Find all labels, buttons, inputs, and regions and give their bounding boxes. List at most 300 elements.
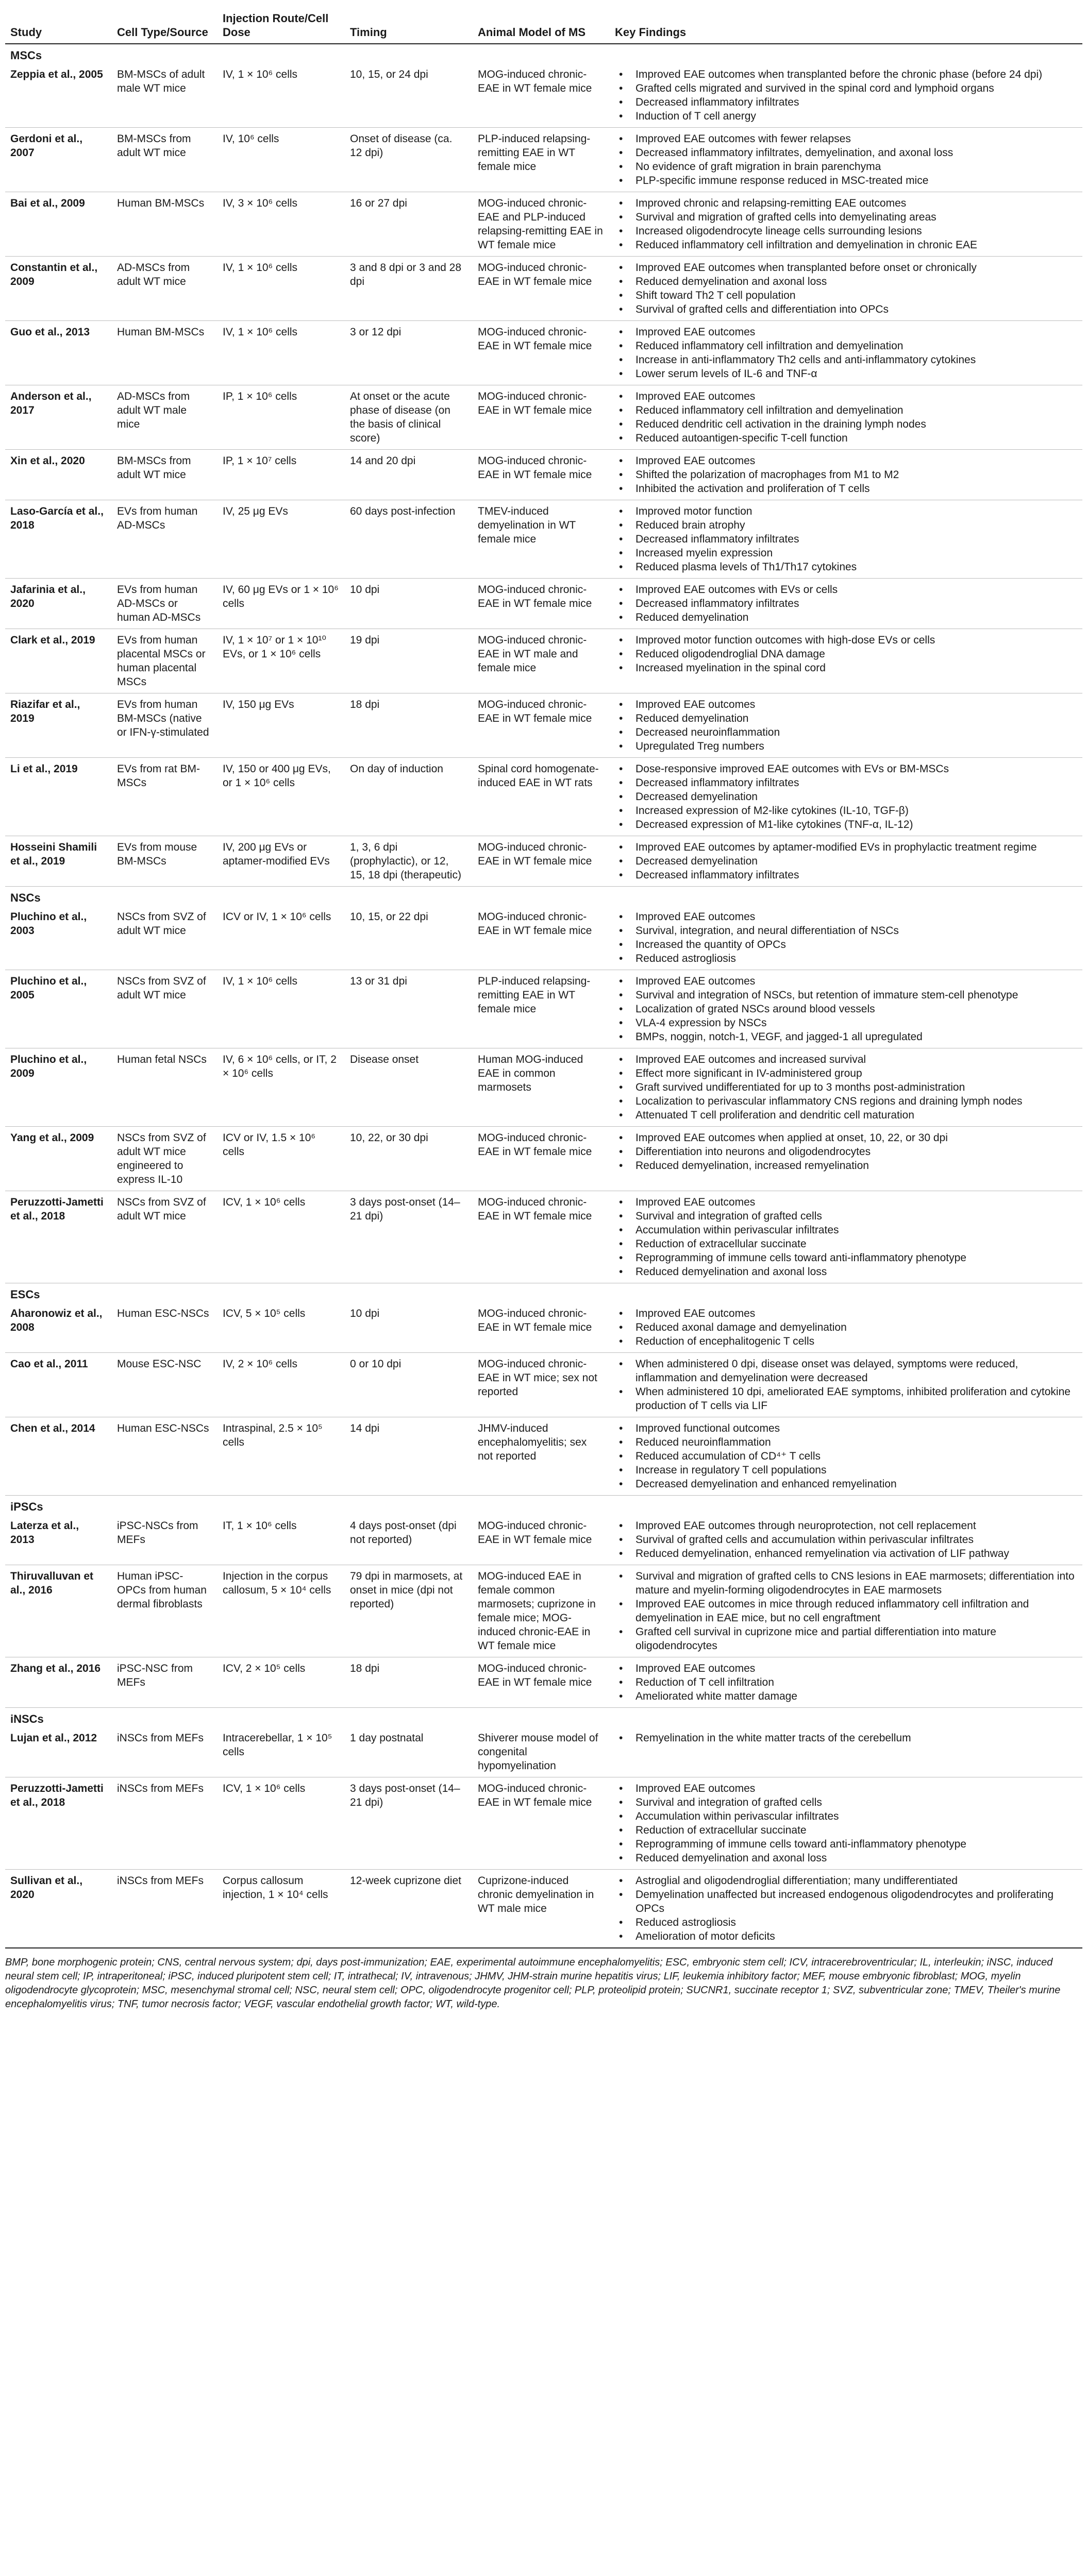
- findings-list: [615, 504, 1076, 574]
- animal-model-cell: MOG-induced chronic-EAE in WT female mice: [473, 450, 610, 500]
- study-cell: Lujan et al., 2012: [5, 1727, 112, 1777]
- finding-item: • VLA-4 expression by NSCs: [615, 1016, 1076, 1030]
- timing-cell: 3 days post-onset (14–21 dpi): [345, 1777, 473, 1870]
- timing-cell: 0 or 10 dpi: [345, 1353, 473, 1417]
- table-row: [5, 1353, 1082, 1417]
- injection-route-cell: IP, 1 × 10⁶ cells: [218, 385, 345, 450]
- finding-item: • Survival of grafted cells and differentiation into OPCs: [615, 302, 1076, 316]
- animal-model-cell: MOG-induced chronic-EAE in WT mice; sex not reported: [473, 1353, 610, 1417]
- section-title: ESCs: [10, 1288, 40, 1301]
- section-header-row: [5, 1283, 1082, 1303]
- cell-type-cell: Mouse ESC-NSC: [112, 1353, 218, 1417]
- animal-model-cell: PLP-induced relapsing-remitting EAE in WT female mice: [473, 970, 610, 1048]
- injection-route-cell: IV, 200 μg EVs or aptamer-modified EVs: [218, 836, 345, 887]
- finding-item: • Reduction of T cell infiltration: [615, 1675, 1076, 1689]
- key-findings-cell: [610, 1777, 1082, 1870]
- animal-model-cell: MOG-induced chronic-EAE in WT female mice: [473, 321, 610, 385]
- cell-type-cell: EVs from human AD-MSCs or human AD-MSCs: [112, 579, 218, 629]
- finding-item: • Induction of T cell anergy: [615, 109, 1076, 123]
- injection-route-cell: IV, 1 × 10⁶ cells: [218, 321, 345, 385]
- finding-item: • Decreased inflammatory infiltrates: [615, 868, 1076, 882]
- cell-type-cell: EVs from rat BM-MSCs: [112, 758, 218, 836]
- finding-item: • No evidence of graft migration in brain parenchyma: [615, 160, 1076, 174]
- key-findings-cell: [610, 1657, 1082, 1708]
- finding-item: • Reduced inflammatory cell infiltration and demyelination: [615, 339, 1076, 353]
- cell-type-cell: NSCs from SVZ of adult WT mice: [112, 1191, 218, 1283]
- section-header-row: [5, 44, 1082, 63]
- finding-item: • Reduced oligodendroglial DNA damage: [615, 647, 1076, 661]
- findings-list: [615, 1307, 1076, 1348]
- finding-item: • Shifted the polarization of macrophages from M1 to M2: [615, 468, 1076, 482]
- section-title: iNSCs: [10, 1713, 44, 1725]
- animal-model-cell: MOG-induced chronic-EAE in WT female mice: [473, 1127, 610, 1191]
- key-findings-cell: [610, 1048, 1082, 1127]
- header-key-findings: Key Findings: [610, 4, 1082, 44]
- cell-type-cell: NSCs from SVZ of adult WT mice engineered to express IL-10: [112, 1127, 218, 1191]
- timing-cell: 13 or 31 dpi: [345, 970, 473, 1048]
- animal-model-cell: MOG-induced chronic-EAE in WT female mice: [473, 385, 610, 450]
- animal-model-cell: MOG-induced chronic-EAE in WT female mice: [473, 1657, 610, 1708]
- finding-item: • Amelioration of motor deficits: [615, 1929, 1076, 1943]
- table-row: [5, 970, 1082, 1048]
- findings-list: [615, 974, 1076, 1044]
- study-cell: Riazifar et al., 2019: [5, 693, 112, 758]
- finding-item: • Reduced brain atrophy: [615, 518, 1076, 532]
- animal-model-cell: MOG-induced chronic-EAE in WT female mice: [473, 63, 610, 128]
- timing-cell: 3 or 12 dpi: [345, 321, 473, 385]
- key-findings-cell: [610, 257, 1082, 321]
- key-findings-cell: [610, 1191, 1082, 1283]
- table-body: [5, 44, 1082, 1948]
- finding-item: • Survival, integration, and neural differentiation of NSCs: [615, 924, 1076, 938]
- findings-list: [615, 633, 1076, 675]
- cell-type-cell: NSCs from SVZ of adult WT mice: [112, 906, 218, 970]
- study-cell: Zhang et al., 2016: [5, 1657, 112, 1708]
- timing-cell: 60 days post-infection: [345, 500, 473, 579]
- finding-item: • Reduced astrogliosis: [615, 952, 1076, 965]
- findings-list: [615, 698, 1076, 753]
- study-cell: Aharonowiz et al., 2008: [5, 1302, 112, 1353]
- finding-item: • Improved EAE outcomes: [615, 1782, 1076, 1795]
- header-row: [5, 4, 1082, 44]
- finding-item: • Accumulation within perivascular infiltrates: [615, 1809, 1076, 1823]
- finding-item: • Lower serum levels of IL-6 and TNF-α: [615, 367, 1076, 381]
- finding-item: • PLP-specific immune response reduced in MSC-treated mice: [615, 174, 1076, 188]
- timing-cell: On day of induction: [345, 758, 473, 836]
- finding-item: • Decreased inflammatory infiltrates: [615, 597, 1076, 611]
- key-findings-cell: [610, 1417, 1082, 1496]
- table-row: [5, 1127, 1082, 1191]
- animal-model-cell: MOG-induced chronic-EAE in WT female mice: [473, 1515, 610, 1565]
- cell-type-cell: Human BM-MSCs: [112, 321, 218, 385]
- findings-list: [615, 840, 1076, 882]
- animal-model-cell: MOG-induced chronic-EAE in WT female mice: [473, 693, 610, 758]
- finding-item: • BMPs, noggin, notch-1, VEGF, and jagged-1 all upregulated: [615, 1030, 1076, 1044]
- injection-route-cell: ICV, 1 × 10⁶ cells: [218, 1777, 345, 1870]
- study-cell: Li et al., 2019: [5, 758, 112, 836]
- finding-item: • Reduced astrogliosis: [615, 1916, 1076, 1929]
- injection-route-cell: IV, 150 or 400 μg EVs, or 1 × 10⁶ cells: [218, 758, 345, 836]
- table-row: [5, 192, 1082, 257]
- injection-route-cell: IV, 1 × 10⁶ cells: [218, 63, 345, 128]
- findings-list: [615, 132, 1076, 188]
- finding-item: • Reduced demyelination and axonal loss: [615, 275, 1076, 289]
- findings-list: [615, 196, 1076, 252]
- cell-type-cell: BM-MSCs from adult WT mice: [112, 128, 218, 192]
- finding-item: • Grafted cells migrated and survived in the spinal cord and lymphoid organs: [615, 81, 1076, 95]
- injection-route-cell: IV, 150 μg EVs: [218, 693, 345, 758]
- cell-type-cell: EVs from human BM-MSCs (native or IFN-γ-stimulated: [112, 693, 218, 758]
- findings-list: [615, 583, 1076, 624]
- finding-item: • Astroglial and oligodendroglial differentiation; many undifferentiated: [615, 1874, 1076, 1888]
- finding-item: • Remyelination in the white matter tracts of the cerebellum: [615, 1731, 1076, 1745]
- timing-cell: 10, 15, or 22 dpi: [345, 906, 473, 970]
- finding-item: • Survival and migration of grafted cells to CNS lesions in EAE marmosets; differentiation into mature and myelin-forming oligodendrocytes in EAE marmosets: [615, 1569, 1076, 1597]
- cell-type-cell: BM-MSCs from adult WT mice: [112, 450, 218, 500]
- finding-item: • Reduced demyelination: [615, 611, 1076, 624]
- study-cell: Pluchino et al., 2005: [5, 970, 112, 1048]
- injection-route-cell: Injection in the corpus callosum, 5 × 10⁴ cells: [218, 1565, 345, 1657]
- table-row: [5, 1515, 1082, 1565]
- table-row: [5, 1657, 1082, 1708]
- finding-item: • Improved EAE outcomes with EVs or cells: [615, 583, 1076, 597]
- timing-cell: 10, 15, or 24 dpi: [345, 63, 473, 128]
- finding-item: • When administered 10 dpi, ameliorated EAE symptoms, inhibited proliferation and cytokine production of T cells via LIF: [615, 1385, 1076, 1413]
- finding-item: • When administered 0 dpi, disease onset was delayed, symptoms were reduced, inflammation and demyelination were decreased: [615, 1357, 1076, 1385]
- findings-list: [615, 1131, 1076, 1173]
- animal-model-cell: MOG-induced chronic-EAE in WT female mice: [473, 836, 610, 887]
- finding-item: • Increased oligodendrocyte lineage cells surrounding lesions: [615, 224, 1076, 238]
- findings-list: [615, 1569, 1076, 1653]
- findings-list: [615, 261, 1076, 316]
- table-row: [5, 1302, 1082, 1353]
- findings-list: [615, 1053, 1076, 1122]
- finding-item: • Improved chronic and relapsing-remitting EAE outcomes: [615, 196, 1076, 210]
- finding-item: • Reduced dendritic cell activation in the draining lymph nodes: [615, 417, 1076, 431]
- key-findings-cell: [610, 758, 1082, 836]
- timing-cell: 3 days post-onset (14–21 dpi): [345, 1191, 473, 1283]
- injection-route-cell: ICV or IV, 1.5 × 10⁶ cells: [218, 1127, 345, 1191]
- studies-table: [5, 4, 1082, 1948]
- timing-cell: 10 dpi: [345, 579, 473, 629]
- study-cell: Pluchino et al., 2003: [5, 906, 112, 970]
- key-findings-cell: [610, 500, 1082, 579]
- table-row: [5, 128, 1082, 192]
- table-row: [5, 629, 1082, 693]
- finding-item: • Upregulated Treg numbers: [615, 739, 1076, 753]
- cell-type-cell: EVs from human placental MSCs or human placental MSCs: [112, 629, 218, 693]
- cell-type-cell: Human BM-MSCs: [112, 192, 218, 257]
- table-row: [5, 1191, 1082, 1283]
- finding-item: • Increase in regulatory T cell populations: [615, 1463, 1076, 1477]
- timing-cell: 1, 3, 6 dpi (prophylactic), or 12, 15, 18 dpi (therapeutic): [345, 836, 473, 887]
- injection-route-cell: IV, 10⁶ cells: [218, 128, 345, 192]
- finding-item: • Improved EAE outcomes: [615, 1662, 1076, 1675]
- study-cell: Gerdoni et al., 2007: [5, 128, 112, 192]
- key-findings-cell: [610, 128, 1082, 192]
- injection-route-cell: ICV, 1 × 10⁶ cells: [218, 1191, 345, 1283]
- animal-model-cell: MOG-induced chronic-EAE in WT female mice: [473, 1777, 610, 1870]
- finding-item: • Reduced inflammatory cell infiltration and demyelination: [615, 403, 1076, 417]
- finding-item: • Decreased inflammatory infiltrates, demyelination, and axonal loss: [615, 146, 1076, 160]
- finding-item: • Increased myelin expression: [615, 546, 1076, 560]
- section-header-row: [5, 1708, 1082, 1727]
- findings-list: [615, 325, 1076, 381]
- cell-type-cell: iNSCs from MEFs: [112, 1870, 218, 1948]
- finding-item: • Improved EAE outcomes: [615, 1307, 1076, 1320]
- findings-list: [615, 910, 1076, 965]
- key-findings-cell: [610, 906, 1082, 970]
- section-title: NSCs: [10, 891, 41, 904]
- timing-cell: 14 and 20 dpi: [345, 450, 473, 500]
- finding-item: • Increased expression of M2-like cytokines (IL-10, TGF-β): [615, 804, 1076, 818]
- finding-item: • Localization to perivascular inflammatory CNS regions and draining lymph nodes: [615, 1094, 1076, 1108]
- animal-model-cell: MOG-induced chronic-EAE in WT female mice: [473, 579, 610, 629]
- timing-cell: 10, 22, or 30 dpi: [345, 1127, 473, 1191]
- finding-item: • Reduced inflammatory cell infiltration and demyelination in chronic EAE: [615, 238, 1076, 252]
- finding-item: • Improved EAE outcomes: [615, 389, 1076, 403]
- injection-route-cell: IV, 25 μg EVs: [218, 500, 345, 579]
- timing-cell: 1 day postnatal: [345, 1727, 473, 1777]
- finding-item: • Improved EAE outcomes when transplanted before the chronic phase (before 24 dpi): [615, 67, 1076, 81]
- key-findings-cell: [610, 321, 1082, 385]
- finding-item: • Improved EAE outcomes with fewer relapses: [615, 132, 1076, 146]
- cell-type-cell: Human fetal NSCs: [112, 1048, 218, 1127]
- timing-cell: 19 dpi: [345, 629, 473, 693]
- key-findings-cell: [610, 579, 1082, 629]
- finding-item: • Graft survived undifferentiated for up to 3 months post-administration: [615, 1080, 1076, 1094]
- finding-item: • Improved EAE outcomes when applied at onset, 10, 22, or 30 dpi: [615, 1131, 1076, 1145]
- finding-item: • Reduced demyelination: [615, 711, 1076, 725]
- table-row: [5, 63, 1082, 128]
- finding-item: • Improved EAE outcomes when transplanted before onset or chronically: [615, 261, 1076, 275]
- section-header-row: [5, 887, 1082, 906]
- injection-route-cell: Intraspinal, 2.5 × 10⁵ cells: [218, 1417, 345, 1496]
- key-findings-cell: [610, 192, 1082, 257]
- animal-model-cell: MOG-induced chronic-EAE in WT male and female mice: [473, 629, 610, 693]
- study-cell: Sullivan et al., 2020: [5, 1870, 112, 1948]
- injection-route-cell: IV, 3 × 10⁶ cells: [218, 192, 345, 257]
- finding-item: • Decreased inflammatory infiltrates: [615, 95, 1076, 109]
- injection-route-cell: IP, 1 × 10⁷ cells: [218, 450, 345, 500]
- finding-item: • Reduced plasma levels of Th1/Th17 cytokines: [615, 560, 1076, 574]
- study-cell: Pluchino et al., 2009: [5, 1048, 112, 1127]
- finding-item: • Reduced accumulation of CD⁴⁺ T cells: [615, 1449, 1076, 1463]
- header-animal-model: Animal Model of MS: [473, 4, 610, 44]
- finding-item: • Improved EAE outcomes and increased survival: [615, 1053, 1076, 1066]
- finding-item: • Dose-responsive improved EAE outcomes with EVs or BM-MSCs: [615, 762, 1076, 776]
- finding-item: • Inhibited the activation and proliferation of T cells: [615, 482, 1076, 496]
- cell-type-cell: iPSC-NSC from MEFs: [112, 1657, 218, 1708]
- finding-item: • Reduction of extracellular succinate: [615, 1823, 1076, 1837]
- timing-cell: 14 dpi: [345, 1417, 473, 1496]
- section-title: iPSCs: [10, 1500, 43, 1513]
- abbreviations-footnote: BMP, bone morphogenic protein; CNS, central nervous system; dpi, days post-immunization; EAE, experimental autoimmune encephalomyelitis; ESC, embryonic stem cell; ICV, intracerebroventricular; IL, interleukin; iNSC, induced neural stem cell; IP, intraperitoneal; iPSC, induced pluripotent stem cell; IT, intrathecal; IV, intravenous; JHMV, JHM-strain murine hepatitis virus; LIF, leukemia inhibitory factor; MEF, mouse embryonic fibroblast; MOG, myelin oligodendrocyte glycoprotein; MSC, mesenchymal stromal cell; NSC, neural stem cell; OPC, oligodendrocyte progenitor cell; PLP, proteolipid protein; SUCNR1, succinate receptor 1; SVZ, subventricular zone; TMEV, Theiler's murine encephalomyelitis virus; TNF, tumor necrosis factor; VEGF, vascular endothelial growth factor; WT, wild-type.: [5, 1957, 1061, 2010]
- finding-item: • Reduced neuroinflammation: [615, 1435, 1076, 1449]
- table-row: [5, 1048, 1082, 1127]
- findings-list: [615, 454, 1076, 496]
- finding-item: • Increased the quantity of OPCs: [615, 938, 1076, 952]
- study-cell: Chen et al., 2014: [5, 1417, 112, 1496]
- key-findings-cell: [610, 1302, 1082, 1353]
- animal-model-cell: MOG-induced chronic-EAE and PLP-induced relapsing-remitting EAE in WT female mice: [473, 192, 610, 257]
- table-row: [5, 693, 1082, 758]
- finding-item: • Improved EAE outcomes: [615, 698, 1076, 711]
- key-findings-cell: [610, 1870, 1082, 1948]
- finding-item: • Ameliorated white matter damage: [615, 1689, 1076, 1703]
- animal-model-cell: Spinal cord homogenate-induced EAE in WT rats: [473, 758, 610, 836]
- finding-item: • Survival and migration of grafted cells into demyelinating areas: [615, 210, 1076, 224]
- cell-type-cell: iNSCs from MEFs: [112, 1777, 218, 1870]
- findings-list: [615, 1662, 1076, 1703]
- finding-item: • Improved EAE outcomes: [615, 910, 1076, 924]
- finding-item: • Grafted cell survival in cuprizone mice and partial differentiation into mature oligodendrocytes: [615, 1625, 1076, 1653]
- table-row: [5, 500, 1082, 579]
- header-timing: Timing: [345, 4, 473, 44]
- cell-type-cell: iNSCs from MEFs: [112, 1727, 218, 1777]
- finding-item: • Reduction of encephalitogenic T cells: [615, 1334, 1076, 1348]
- injection-route-cell: IV, 6 × 10⁶ cells, or IT, 2 × 10⁶ cells: [218, 1048, 345, 1127]
- study-cell: Hosseini Shamili et al., 2019: [5, 836, 112, 887]
- finding-item: • Decreased inflammatory infiltrates: [615, 532, 1076, 546]
- key-findings-cell: [610, 970, 1082, 1048]
- finding-item: • Survival and integration of grafted cells: [615, 1209, 1076, 1223]
- table-row: [5, 450, 1082, 500]
- finding-item: • Reduced demyelination and axonal loss: [615, 1265, 1076, 1279]
- table-row: [5, 385, 1082, 450]
- finding-item: • Reprogramming of immune cells toward anti-inflammatory phenotype: [615, 1837, 1076, 1851]
- cell-type-cell: Human ESC-NSCs: [112, 1302, 218, 1353]
- key-findings-cell: [610, 1565, 1082, 1657]
- timing-cell: 16 or 27 dpi: [345, 192, 473, 257]
- finding-item: • Increase in anti-inflammatory Th2 cells and anti-inflammatory cytokines: [615, 353, 1076, 367]
- study-cell: Constantin et al., 2009: [5, 257, 112, 321]
- section-title: MSCs: [10, 49, 42, 62]
- finding-item: • Reprogramming of immune cells toward anti-inflammatory phenotype: [615, 1251, 1076, 1265]
- findings-list: [615, 1357, 1076, 1413]
- table-row: [5, 906, 1082, 970]
- animal-model-cell: PLP-induced relapsing-remitting EAE in WT female mice: [473, 128, 610, 192]
- key-findings-cell: [610, 1515, 1082, 1565]
- animal-model-cell: Shiverer mouse model of congenital hypomyelination: [473, 1727, 610, 1777]
- study-cell: Peruzzotti-Jametti et al., 2018: [5, 1191, 112, 1283]
- findings-list: [615, 1519, 1076, 1561]
- table-row: [5, 1727, 1082, 1777]
- finding-item: • Improved EAE outcomes: [615, 454, 1076, 468]
- finding-item: • Decreased expression of M1-like cytokines (TNF-α, IL-12): [615, 818, 1076, 832]
- finding-item: • Improved EAE outcomes by aptamer-modified EVs in prophylactic treatment regime: [615, 840, 1076, 854]
- animal-model-cell: JHMV-induced encephalomyelitis; sex not reported: [473, 1417, 610, 1496]
- timing-cell: 12-week cuprizone diet: [345, 1870, 473, 1948]
- finding-item: • Improved EAE outcomes: [615, 325, 1076, 339]
- study-cell: Anderson et al., 2017: [5, 385, 112, 450]
- finding-item: • Reduction of extracellular succinate: [615, 1237, 1076, 1251]
- study-cell: Xin et al., 2020: [5, 450, 112, 500]
- table-row: [5, 579, 1082, 629]
- cell-type-cell: NSCs from SVZ of adult WT mice: [112, 970, 218, 1048]
- animal-model-cell: MOG-induced EAE in female common marmosets; cuprizone in female mice; MOG-induced chronic-EAE in WT female mice: [473, 1565, 610, 1657]
- study-cell: Jafarinia et al., 2020: [5, 579, 112, 629]
- timing-cell: 4 days post-onset (dpi not reported): [345, 1515, 473, 1565]
- timing-cell: 18 dpi: [345, 1657, 473, 1708]
- finding-item: • Improved functional outcomes: [615, 1421, 1076, 1435]
- injection-route-cell: IV, 1 × 10⁷ or 1 × 10¹⁰ EVs, or 1 × 10⁶ cells: [218, 629, 345, 693]
- finding-item: • Decreased demyelination and enhanced remyelination: [615, 1477, 1076, 1491]
- table-row: [5, 321, 1082, 385]
- header-cell-type: Cell Type/Source: [112, 4, 218, 44]
- study-cell: Peruzzotti-Jametti et al., 2018: [5, 1777, 112, 1870]
- findings-list: [615, 1731, 1076, 1745]
- key-findings-cell: [610, 385, 1082, 450]
- finding-item: • Decreased demyelination: [615, 790, 1076, 804]
- document: [5, 4, 1082, 2011]
- injection-route-cell: ICV, 5 × 10⁵ cells: [218, 1302, 345, 1353]
- finding-item: • Reduced demyelination and axonal loss: [615, 1851, 1076, 1865]
- key-findings-cell: [610, 63, 1082, 128]
- finding-item: • Survival and integration of NSCs, but retention of immature stem-cell phenotype: [615, 988, 1076, 1002]
- timing-cell: 18 dpi: [345, 693, 473, 758]
- finding-item: • Reduced autoantigen-specific T-cell function: [615, 431, 1076, 445]
- study-cell: Yang et al., 2009: [5, 1127, 112, 1191]
- study-cell: Guo et al., 2013: [5, 321, 112, 385]
- injection-route-cell: ICV, 2 × 10⁵ cells: [218, 1657, 345, 1708]
- table-row: [5, 1870, 1082, 1948]
- cell-type-cell: Human iPSC-OPCs from human dermal fibroblasts: [112, 1565, 218, 1657]
- injection-route-cell: IV, 1 × 10⁶ cells: [218, 970, 345, 1048]
- findings-list: [615, 762, 1076, 832]
- animal-model-cell: MOG-induced chronic-EAE in WT female mice: [473, 906, 610, 970]
- injection-route-cell: Corpus callosum injection, 1 × 10⁴ cells: [218, 1870, 345, 1948]
- timing-cell: 3 and 8 dpi or 3 and 28 dpi: [345, 257, 473, 321]
- key-findings-cell: [610, 1127, 1082, 1191]
- findings-list: [615, 1782, 1076, 1865]
- finding-item: • Improved EAE outcomes through neuroprotection, not cell replacement: [615, 1519, 1076, 1533]
- injection-route-cell: Intracerebellar, 1 × 10⁵ cells: [218, 1727, 345, 1777]
- study-cell: Laterza et al., 2013: [5, 1515, 112, 1565]
- finding-item: • Effect more significant in IV-administered group: [615, 1066, 1076, 1080]
- finding-item: • Differentiation into neurons and oligodendrocytes: [615, 1145, 1076, 1159]
- cell-type-cell: Human ESC-NSCs: [112, 1417, 218, 1496]
- study-cell: Thiruvalluvan et al., 2016: [5, 1565, 112, 1657]
- animal-model-cell: Cuprizone-induced chronic demyelination in WT male mice: [473, 1870, 610, 1948]
- injection-route-cell: IV, 60 μg EVs or 1 × 10⁶ cells: [218, 579, 345, 629]
- injection-route-cell: IV, 2 × 10⁶ cells: [218, 1353, 345, 1417]
- table-row: [5, 1777, 1082, 1870]
- section-header-row: [5, 1496, 1082, 1515]
- key-findings-cell: [610, 693, 1082, 758]
- cell-type-cell: BM-MSCs of adult male WT mice: [112, 63, 218, 128]
- finding-item: • Demyelination unaffected but increased endogenous oligodendrocytes and proliferating OPCs: [615, 1888, 1076, 1916]
- injection-route-cell: IT, 1 × 10⁶ cells: [218, 1515, 345, 1565]
- timing-cell: 79 dpi in marmosets, at onset in mice (dpi not reported): [345, 1565, 473, 1657]
- cell-type-cell: EVs from human AD-MSCs: [112, 500, 218, 579]
- finding-item: • Decreased demyelination: [615, 854, 1076, 868]
- injection-route-cell: IV, 1 × 10⁶ cells: [218, 257, 345, 321]
- finding-item: • Reduced axonal damage and demyelination: [615, 1320, 1076, 1334]
- cell-type-cell: EVs from mouse BM-MSCs: [112, 836, 218, 887]
- finding-item: • Improved EAE outcomes in mice through reduced inflammatory cell infiltration and demyelination in EAE mice, but no cell engraftment: [615, 1597, 1076, 1625]
- findings-list: [615, 67, 1076, 123]
- finding-item: • Shift toward Th2 T cell population: [615, 289, 1076, 302]
- timing-cell: At onset or the acute phase of disease (on the basis of clinical score): [345, 385, 473, 450]
- header-study: Study: [5, 4, 112, 44]
- study-cell: Clark et al., 2019: [5, 629, 112, 693]
- finding-item: • Decreased neuroinflammation: [615, 725, 1076, 739]
- timing-cell: Onset of disease (ca. 12 dpi): [345, 128, 473, 192]
- table-row: [5, 1417, 1082, 1496]
- finding-item: • Survival and integration of grafted cells: [615, 1795, 1076, 1809]
- table-row: [5, 836, 1082, 887]
